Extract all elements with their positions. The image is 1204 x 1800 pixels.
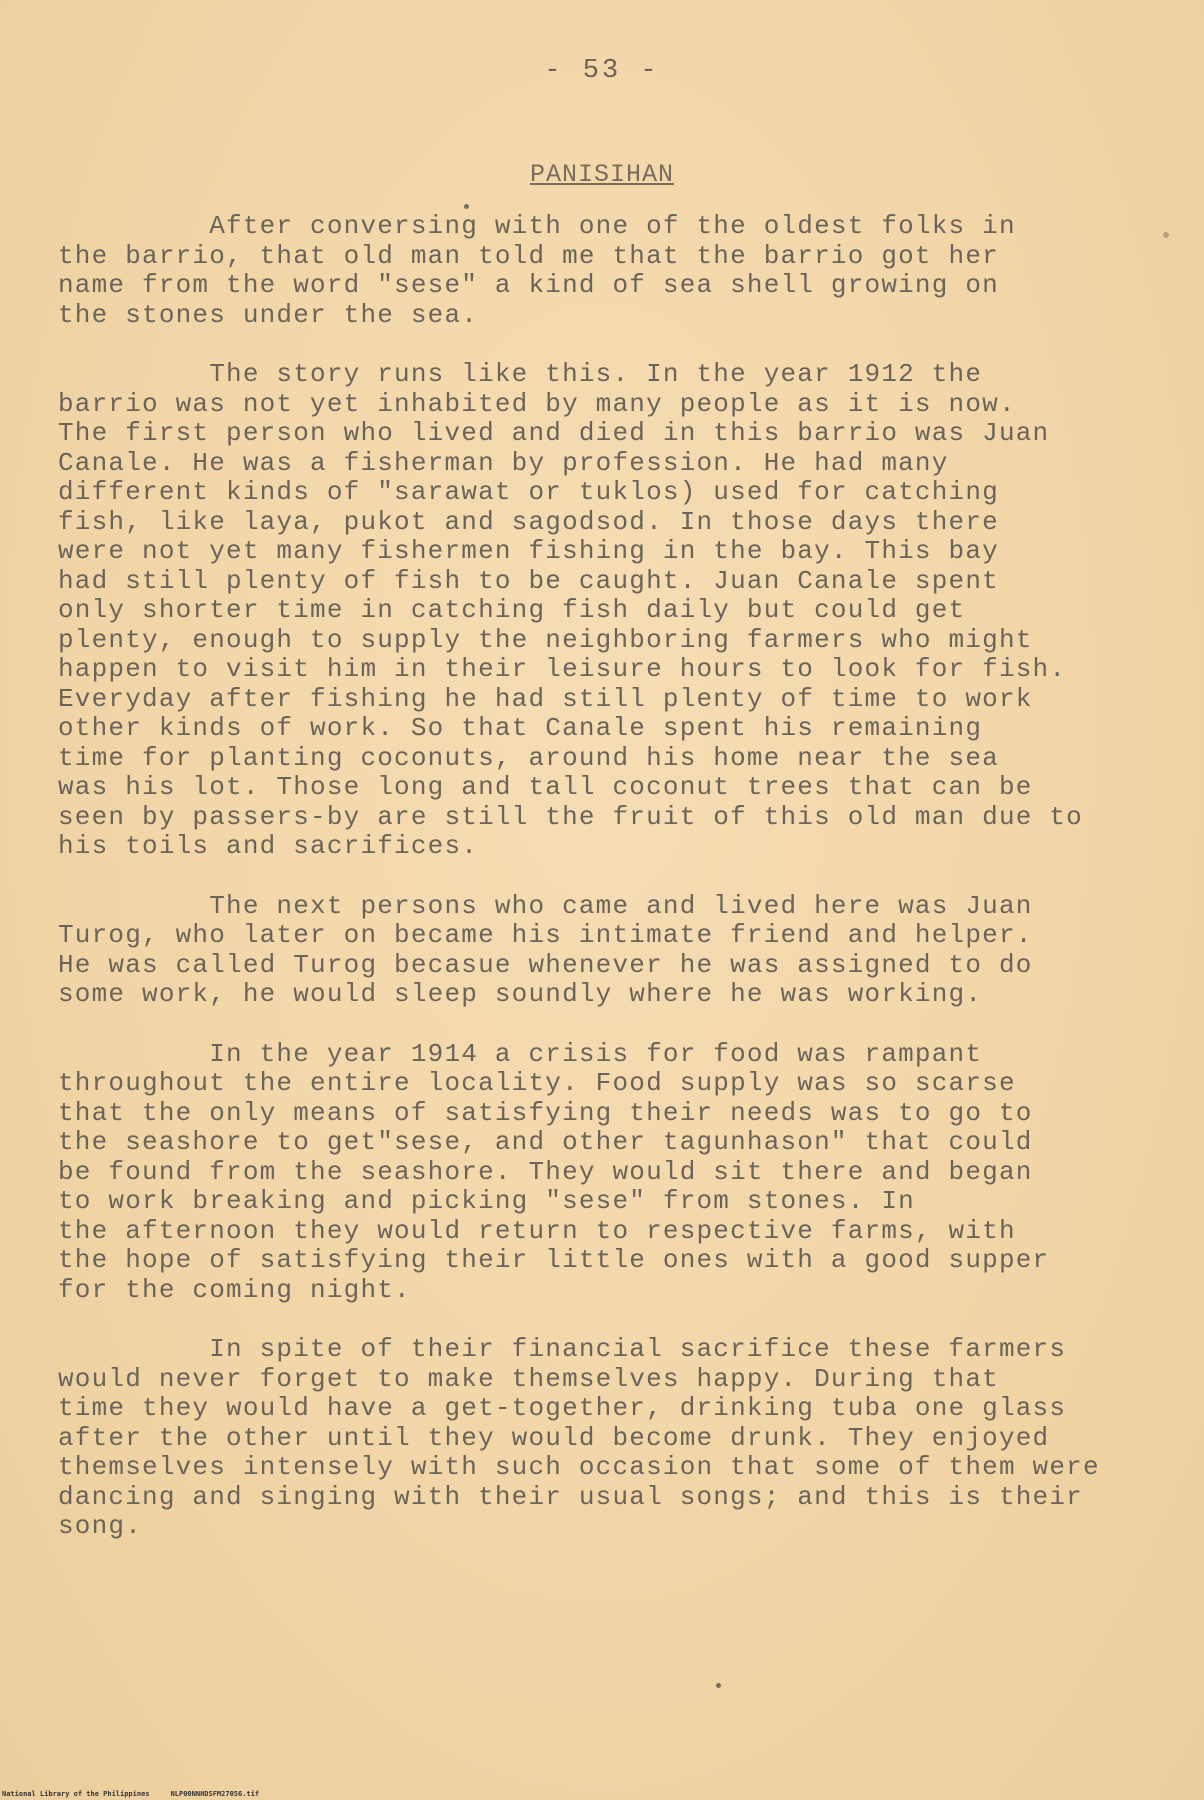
text-line: The first person who lived and died in this barrio was Juan [58,418,1050,448]
text-line: different kinds of "sarawat or tuklos) used for catching [58,477,999,507]
text-line: themselves intensely with such occasion that some of them were [58,1452,1100,1482]
text-line: had still plenty of fish to be caught. Juan Canale spent [58,565,999,596]
text-line: song. [58,1511,143,1541]
text-line: fish, like laya, pukot and sagodsod. In those days there [58,506,999,537]
text-line: In spite of their financial sacrifice these farmers [58,1334,1067,1364]
text-line: be found from the seashore. They would sit there and began [58,1156,1033,1187]
text-line: name from the word "sese" a kind of sea shell growing on [58,270,999,300]
paragraph-4 [58,1040,1148,1306]
text-line: was his lot. Those long and tall coconut trees that can be [58,772,1033,802]
page-number: - 53 - [544,56,660,86]
paper-speck [464,204,469,209]
paper-speck [1163,232,1169,238]
text-line: dancing and singing with their usual songs; and this is their [58,1481,1083,1512]
text-line: the afternoon they would return to respective farms, with [58,1215,1016,1246]
text-line: would never forget to make themselves happy. During that [58,1363,999,1394]
text-line: In the year 1914 a crisis for food was rampant [58,1038,983,1069]
paper-speck [716,1683,721,1688]
text-line: Turog, who later on became his intimate friend and helper. [58,920,1033,950]
body-text [58,212,1148,1572]
text-line: Everyday after fishing he had still plenty of time to work [58,683,1033,714]
text-line: the hope of satisfying their little ones with a good supper [58,1245,1050,1275]
paragraph-3 [58,892,1148,1010]
text-line: were not yet many fishermen fishing in the bay. This bay [58,536,999,566]
text-line: throughout the entire locality. Food supply was so scarse [58,1068,1016,1098]
text-line: seen by passers-by are still the fruit of this old man due to [58,801,1083,832]
text-line: some work, he would sleep soundly where he was working. [58,979,983,1009]
text-line: other kinds of work. So that Canale spent his remaining [58,713,983,743]
paragraph-5 [58,1335,1148,1542]
text-line: the barrio, that old man told me that the barrio got her [58,240,999,271]
text-line: only shorter time in catching fish daily but could get [58,595,966,625]
text-line: time they would have a get-together, drinking tuba one glass [58,1393,1067,1423]
text-line: Canale. He was a fisherman by profession. He had many [58,447,949,478]
text-line: his toils and sacrifices. [58,831,479,861]
text-line: After conversing with one of the oldest folks in [58,211,1016,241]
text-line: time for planting coconuts, around his home near the sea [58,742,999,773]
text-line: the seashore to get"sese, and other tagunhason" that could [58,1127,1033,1157]
text-line: The story runs like this. In the year 1912 the [58,359,983,389]
archive-footer: National Library of the Philippines NLP00NNHDSFM27056.tif [2,1790,260,1798]
page-title: PANISIHAN [529,160,675,189]
text-line: happen to visit him in their leisure hours to look for fish. [58,654,1067,684]
text-line: plenty, enough to supply the neighboring farmers who might [58,624,1033,655]
text-line: that the only means of satisfying their needs was to go to [58,1097,1033,1128]
text-line: to work breaking and picking "sese" from stones. In [58,1186,915,1216]
text-line: The next persons who came and lived here was Juan [58,890,1033,921]
text-line: He was called Turog becasue whenever he was assigned to do [58,949,1033,980]
text-line: barrio was not yet inhabited by many people as it is now. [58,388,1016,419]
text-line: the stones under the sea. [58,299,479,330]
text-line: for the coming night. [58,1274,411,1305]
text-line: after the other until they would become drunk. They enjoyed [58,1422,1050,1453]
paragraph-1 [58,212,1148,330]
paragraph-2 [58,360,1148,862]
